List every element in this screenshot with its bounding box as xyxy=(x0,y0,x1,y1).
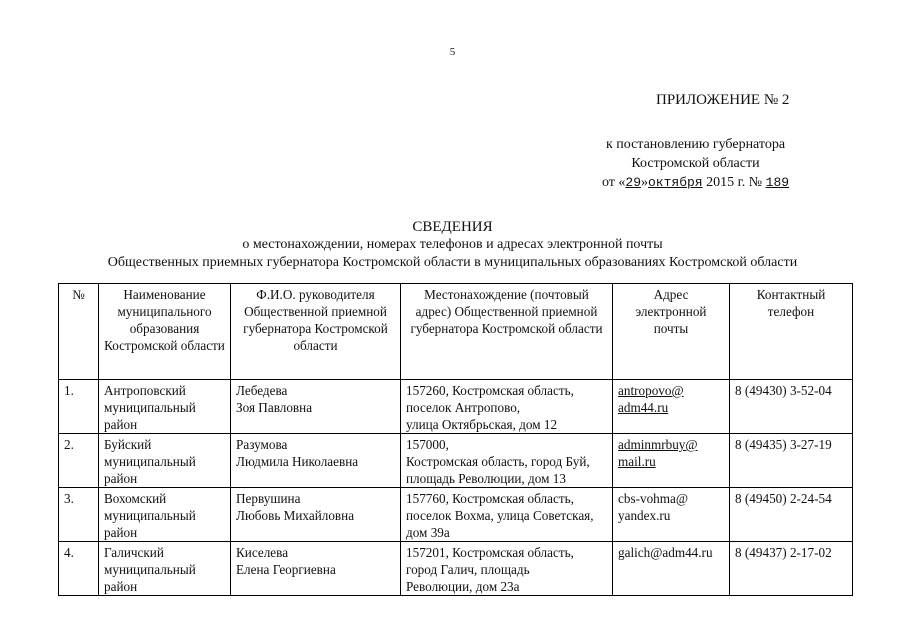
header-municipality: Наименование муниципального образования Костромской области xyxy=(99,284,231,380)
municipality-line: муниципальный xyxy=(104,454,196,469)
municipality-line: район xyxy=(104,579,138,594)
email-link-part[interactable]: adminmrbuy@ xyxy=(618,437,698,452)
decree-month: октября xyxy=(648,175,703,190)
row-phone: 8 (49430) 3-52-04 xyxy=(730,380,853,434)
head-name-line: Елена Георгиевна xyxy=(236,562,336,577)
row-address xyxy=(401,488,613,542)
row-number: 1. xyxy=(59,380,99,434)
address-line: город Галич, площадь xyxy=(406,562,530,577)
row-phone: 8 (49435) 3-27-19 xyxy=(730,434,853,488)
email-text-part: cbs-vohma@ xyxy=(618,491,689,506)
row-municipality xyxy=(99,380,231,434)
municipality-line: район xyxy=(104,525,138,540)
row-email xyxy=(613,542,730,596)
decree-line-1: к постановлению губернатора xyxy=(605,137,786,152)
email-link-part[interactable]: mail.ru xyxy=(618,454,656,469)
document-heading xyxy=(0,218,905,272)
row-email xyxy=(613,488,730,542)
address-line: поселок Антропово, xyxy=(406,400,521,415)
address-line: площадь Революции, дом 13 xyxy=(406,471,566,486)
row-head-name xyxy=(231,488,401,542)
heading-subtitle-2: Общественных приемных губернатора Костромской области в муниципальных образованиях Костромской области xyxy=(107,255,798,270)
decree-quote-close: » xyxy=(641,175,648,190)
table-header-row xyxy=(59,284,853,380)
head-name-line: Людмила Николаевна xyxy=(236,454,359,469)
header-phone: Контактный телефон xyxy=(730,284,853,380)
municipality-line: Вохомский xyxy=(104,491,167,506)
appendix-title: ПРИЛОЖЕНИЕ № 2 xyxy=(656,92,790,108)
head-name-line: Разумова xyxy=(236,437,288,452)
heading-subtitle-1: о местонахождении, номерах телефонов и адресах электронной почты xyxy=(242,237,663,252)
head-name-line: Лебедева xyxy=(236,383,288,398)
address-line: Революции, дом 23а xyxy=(406,579,520,594)
header-head-name: Ф.И.О. руководителя Общественной приемной губернатора Костромской области xyxy=(231,284,401,380)
header-number: № xyxy=(59,284,99,380)
table-row xyxy=(59,542,853,596)
row-phone: 8 (49450) 2-24-54 xyxy=(730,488,853,542)
municipality-line: муниципальный xyxy=(104,508,196,523)
decree-reference xyxy=(560,135,831,192)
row-address xyxy=(401,434,613,488)
email-link-part[interactable]: antropovo@ xyxy=(618,383,684,398)
row-address xyxy=(401,542,613,596)
address-line: дом 39а xyxy=(406,525,450,540)
head-name-line: Киселева xyxy=(236,545,289,560)
row-phone: 8 (49437) 2-17-02 xyxy=(730,542,853,596)
email-text-part: galich@adm44.ru xyxy=(618,545,713,560)
row-address xyxy=(401,380,613,434)
header-email: Адрес электронной почты xyxy=(613,284,730,380)
address-line: улица Октябрьская, дом 12 xyxy=(406,417,558,432)
row-number: 2. xyxy=(59,434,99,488)
row-municipality xyxy=(99,542,231,596)
page-number: 5 xyxy=(449,46,456,58)
decree-number: 189 xyxy=(765,175,790,190)
municipality-line: муниципальный xyxy=(104,400,196,415)
decree-line-2: Костромской области xyxy=(631,156,760,171)
municipality-line: район xyxy=(104,471,138,486)
municipality-line: муниципальный xyxy=(104,562,196,577)
address-line: 157000, xyxy=(406,437,449,452)
head-name-line: Первушина xyxy=(236,491,301,506)
decree-day: 29 xyxy=(625,175,641,190)
row-head-name xyxy=(231,542,401,596)
header-address: Местонахождение (почтовый адрес) Общественной приемной губернатора Костромской области xyxy=(401,284,613,380)
table-row xyxy=(59,434,853,488)
decree-from-label: от « xyxy=(601,175,626,190)
row-email[interactable] xyxy=(613,380,730,434)
reception-offices-table xyxy=(58,283,853,596)
row-email[interactable] xyxy=(613,434,730,488)
decree-date-line xyxy=(560,173,831,192)
municipality-line: район xyxy=(104,417,138,432)
address-line: 157260, Костромская область, xyxy=(406,383,574,398)
row-municipality xyxy=(99,488,231,542)
municipality-line: Антроповский xyxy=(104,383,186,398)
head-name-line: Любовь Михайловна xyxy=(236,508,355,523)
row-number: 4. xyxy=(59,542,99,596)
email-text-part: yandex.ru xyxy=(618,508,671,523)
head-name-line: Зоя Павловна xyxy=(236,400,313,415)
municipality-line: Буйский xyxy=(104,437,152,452)
heading-title: СВЕДЕНИЯ xyxy=(412,219,493,235)
address-line: 157201, Костромская область, xyxy=(406,545,574,560)
table-row xyxy=(59,380,853,434)
address-line: Костромская область, город Буй, xyxy=(406,454,590,469)
row-municipality xyxy=(99,434,231,488)
email-link-part[interactable]: adm44.ru xyxy=(618,400,669,415)
row-head-name xyxy=(231,434,401,488)
decree-year: 2015 г. № xyxy=(706,175,763,190)
row-head-name xyxy=(231,380,401,434)
address-line: поселок Вохма, улица Советская, xyxy=(406,508,594,523)
address-line: 157760, Костромская область, xyxy=(406,491,574,506)
table-row xyxy=(59,488,853,542)
municipality-line: Галичский xyxy=(104,545,164,560)
row-number: 3. xyxy=(59,488,99,542)
